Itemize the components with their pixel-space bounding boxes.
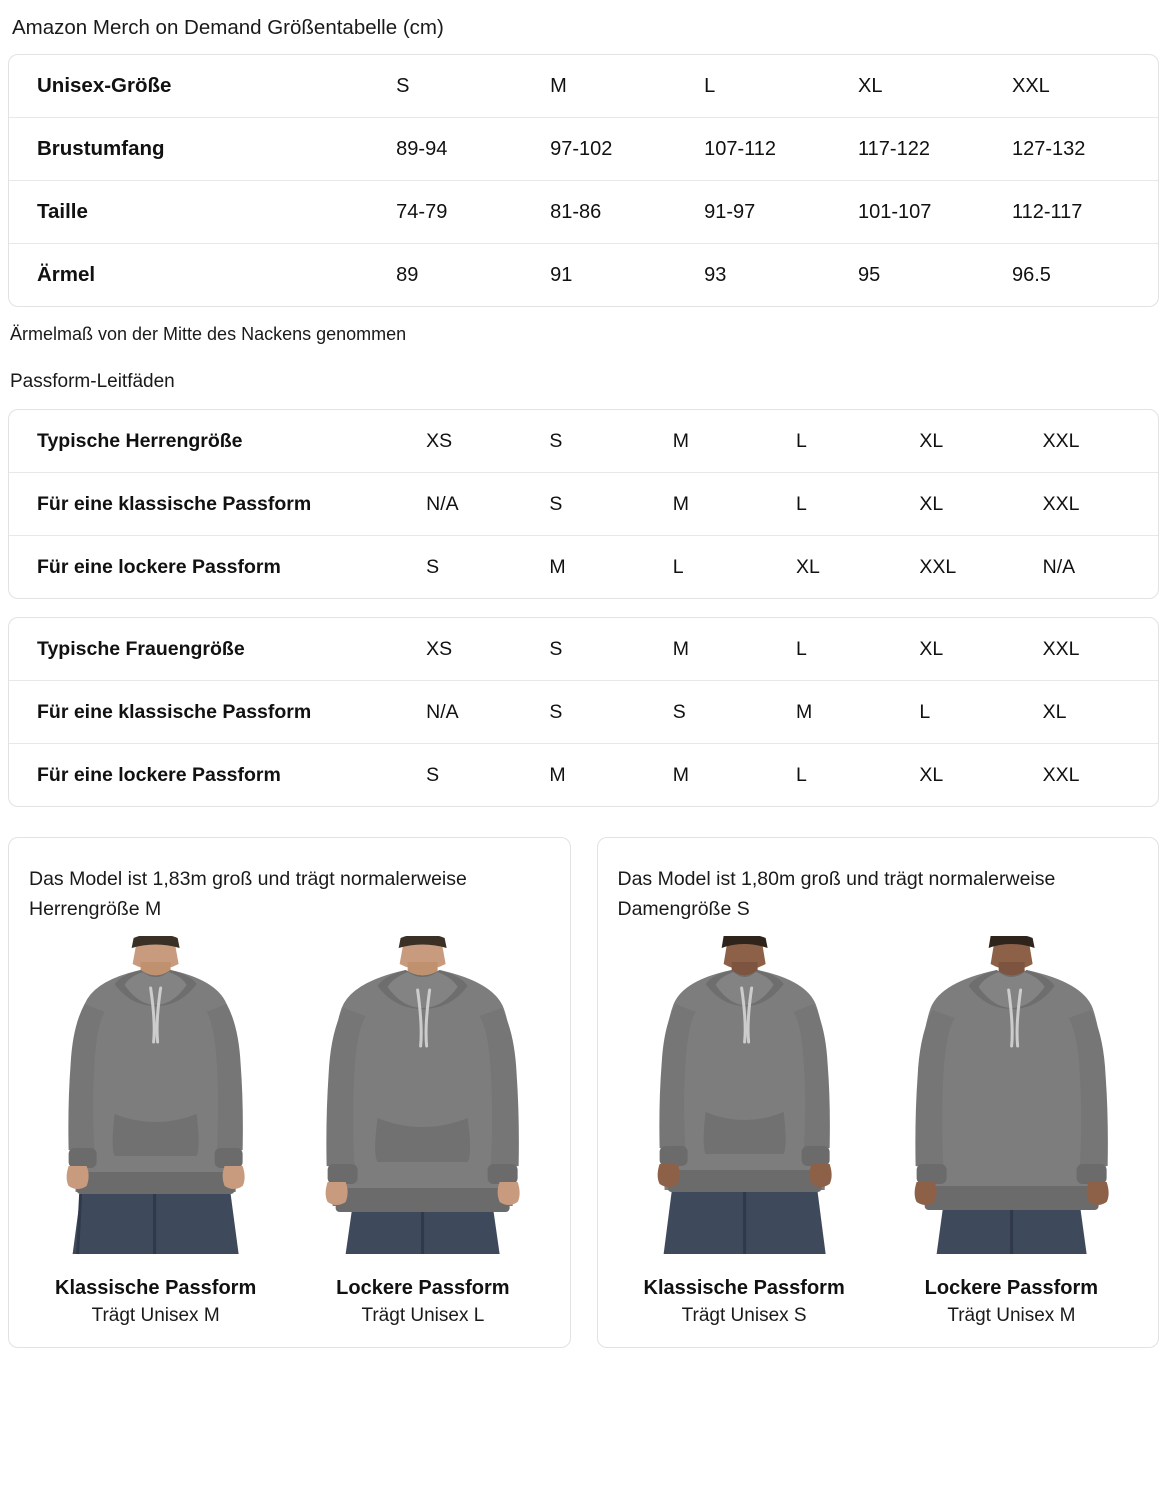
value-cell: S — [418, 535, 541, 598]
row-header-cell: Ärmel — [9, 243, 388, 306]
table-spacer — [8, 599, 1159, 617]
male-figure-row — [29, 936, 550, 1329]
value-cell: S — [549, 638, 563, 660]
value-cell: 89 — [388, 243, 542, 306]
womens-fit-table — [8, 617, 1159, 807]
value-cell: XXL — [1042, 430, 1080, 452]
female-model-card — [597, 837, 1160, 1348]
unisex-size-table — [8, 54, 1159, 307]
male-relaxed-fit-figure — [296, 936, 549, 1329]
fit-guides-heading: Passform-Leitfäden — [10, 371, 175, 392]
value-cell: M — [541, 743, 664, 806]
figure-subtitle: Trägt Unisex M — [91, 1305, 220, 1326]
value-cell: S — [418, 743, 541, 806]
value-cell: L — [788, 743, 911, 806]
table-row — [9, 535, 1158, 598]
value-cell: M — [665, 743, 788, 806]
male-model-relaxed-fit-hoodie-image — [296, 936, 549, 1266]
figure-title: Klassische Passform — [643, 1277, 845, 1299]
value-cell: L — [704, 75, 716, 97]
row-header-cell: Typische Herrengröße — [37, 430, 243, 452]
value-cell: S — [549, 430, 563, 452]
value-cell: XL — [911, 743, 1034, 806]
value-cell: S — [396, 75, 410, 97]
value-cell: 117-122 — [850, 117, 1004, 180]
value-cell: M — [788, 680, 911, 743]
male-model-card — [8, 837, 571, 1348]
table-row — [9, 680, 1158, 743]
value-cell: XXL — [1011, 75, 1050, 97]
row-header-cell: Für eine klassische Passform — [9, 472, 418, 535]
value-cell: N/A — [418, 680, 541, 743]
row-header-cell: Typische Frauengröße — [37, 638, 245, 660]
value-cell: S — [665, 680, 788, 743]
row-header-cell: Taille — [9, 180, 388, 243]
value-cell: XS — [426, 638, 453, 660]
table-row — [9, 243, 1158, 306]
figure-title: Lockere Passform — [924, 1277, 1099, 1299]
value-cell: N/A — [418, 472, 541, 535]
table-row — [9, 472, 1158, 535]
value-cell: XXL — [1035, 743, 1158, 806]
value-cell: S — [541, 472, 664, 535]
value-cell: L — [911, 680, 1034, 743]
value-cell: L — [796, 638, 807, 660]
value-cell: XXL — [1042, 638, 1080, 660]
table-row — [9, 410, 1158, 472]
male-classic-fit-figure — [29, 936, 282, 1329]
value-cell: L — [788, 472, 911, 535]
value-cell: M — [665, 472, 788, 535]
row-header-cell: Brustumfang — [9, 117, 388, 180]
value-cell: 96.5 — [1004, 243, 1158, 306]
row-header-cell: Für eine klassische Passform — [9, 680, 418, 743]
value-cell: XL — [788, 535, 911, 598]
value-cell: 107-112 — [696, 117, 850, 180]
value-cell: 93 — [696, 243, 850, 306]
value-cell: XS — [426, 430, 453, 452]
page-title: Amazon Merch on Demand Größentabelle (cm) — [12, 16, 444, 39]
female-model-relaxed-fit-hoodie-image — [885, 936, 1138, 1266]
row-header-cell: Für eine lockere Passform — [9, 743, 418, 806]
figure-title: Lockere Passform — [336, 1277, 510, 1299]
value-cell: 81-86 — [542, 180, 696, 243]
value-cell: 101-107 — [850, 180, 1004, 243]
value-cell: 74-79 — [388, 180, 542, 243]
value-cell: M — [550, 75, 567, 97]
figure-title: Klassische Passform — [55, 1277, 257, 1299]
row-header-cell: Unisex-Größe — [37, 74, 172, 97]
value-cell: 91 — [542, 243, 696, 306]
value-cell: XL — [919, 430, 944, 452]
value-cell: N/A — [1035, 535, 1158, 598]
sleeve-measurement-note: Ärmelmaß von der Mitte des Nackens genommen — [10, 324, 407, 344]
value-cell: M — [672, 430, 689, 452]
female-figure-row — [618, 936, 1139, 1329]
figure-subtitle: Trägt Unisex S — [681, 1305, 807, 1326]
figure-subtitle: Trägt Unisex L — [361, 1305, 485, 1326]
female-classic-fit-figure — [618, 936, 871, 1329]
table-row — [9, 180, 1158, 243]
female-model-classic-fit-hoodie-image — [618, 936, 871, 1266]
value-cell: XXL — [1035, 472, 1158, 535]
male-model-caption: Das Model ist 1,83m groß und trägt normalerweise Herrengröße M — [29, 868, 467, 920]
male-model-classic-fit-hoodie-image — [29, 936, 282, 1266]
value-cell: XL — [911, 472, 1034, 535]
value-cell: XL — [1035, 680, 1158, 743]
value-cell: L — [665, 535, 788, 598]
table-row — [9, 117, 1158, 180]
value-cell: XL — [858, 75, 883, 97]
value-cell: 97-102 — [542, 117, 696, 180]
figure-subtitle: Trägt Unisex M — [947, 1305, 1076, 1326]
row-header-cell: Für eine lockere Passform — [9, 535, 418, 598]
female-model-caption: Das Model ist 1,80m groß und trägt normalerweise Damengröße S — [617, 868, 1056, 920]
table-row — [9, 743, 1158, 806]
value-cell: 112-117 — [1004, 180, 1158, 243]
value-cell: 127-132 — [1004, 117, 1158, 180]
table-row — [9, 55, 1158, 117]
value-cell: 95 — [850, 243, 1004, 306]
value-cell: L — [796, 430, 807, 452]
value-cell: M — [541, 535, 664, 598]
value-cell: XL — [919, 638, 944, 660]
female-relaxed-fit-figure — [885, 936, 1138, 1329]
mens-fit-table — [8, 409, 1159, 599]
value-cell: XXL — [911, 535, 1034, 598]
value-cell: 89-94 — [388, 117, 542, 180]
table-row — [9, 618, 1158, 680]
value-cell: M — [672, 638, 689, 660]
value-cell: 91-97 — [696, 180, 850, 243]
value-cell: S — [541, 680, 664, 743]
model-cards-container — [8, 837, 1159, 1362]
